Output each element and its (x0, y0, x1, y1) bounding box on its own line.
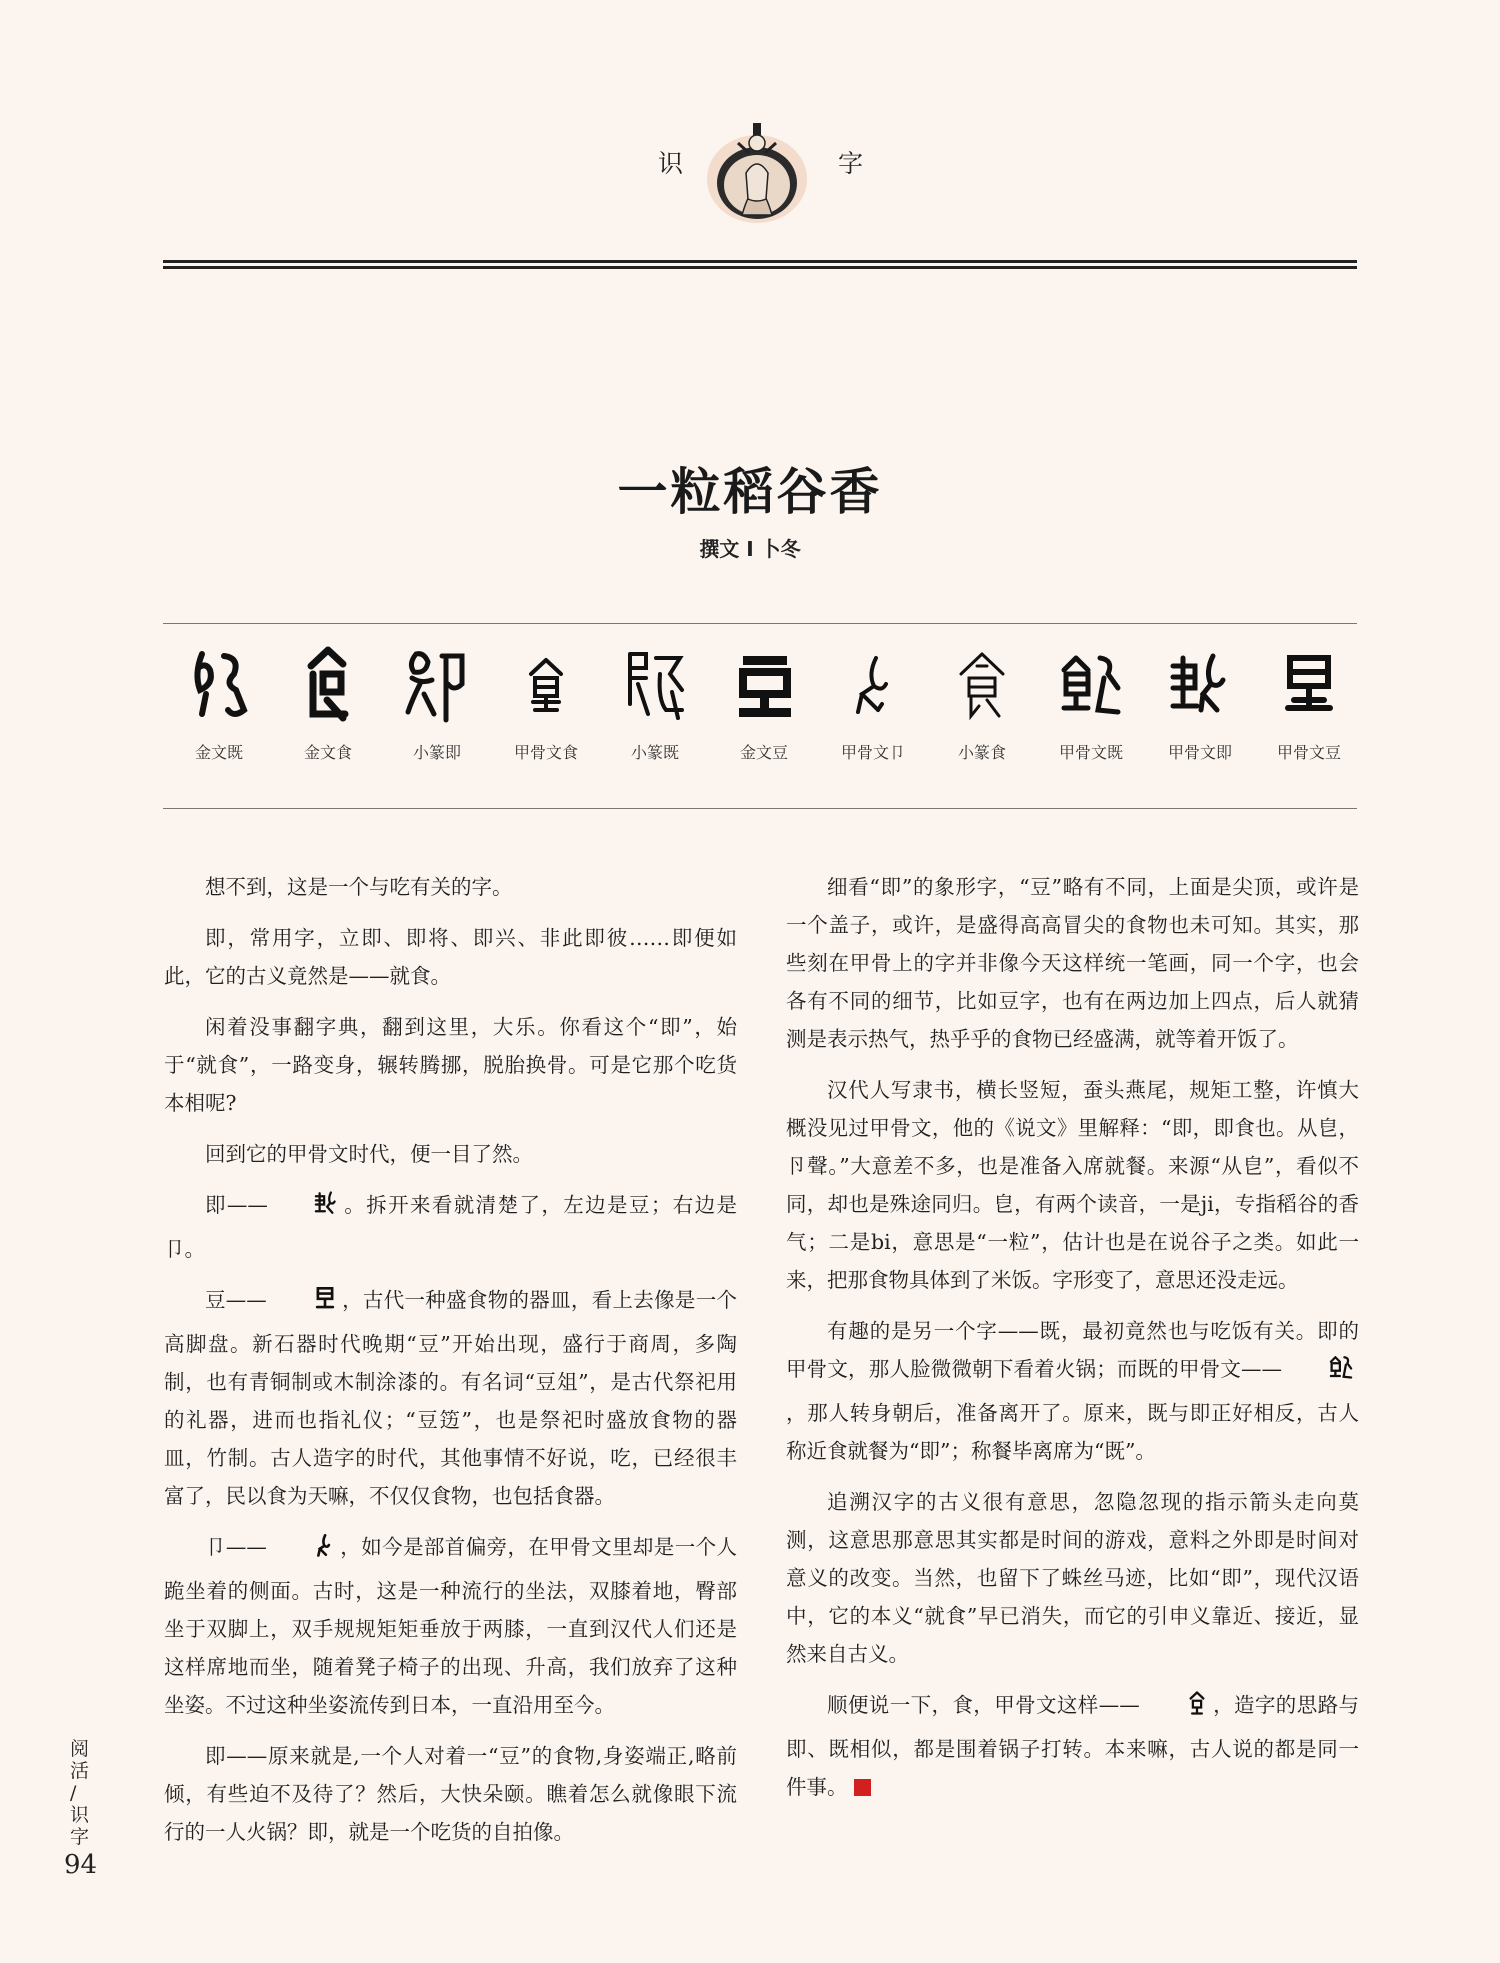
seal-ji-past-glyph-icon (620, 644, 690, 724)
body-paragraph: 细看“即”的象形字，“豆”略有不同，上面是尖顶，或许是一个盖子，或许，是盛得高高冒尖的食物也未可知。其实，那些刻在甲骨上的字并非像今天这样统一笔画，同一个字，也会各有不同的细节，比如豆字，也有在两边加上四点，后人就猜测是表示热气，热乎乎的食物已经盛满，就等着开饭了。 (786, 875, 1359, 1051)
glyph-caption: 金文食 (303, 743, 352, 762)
glyph-caption: 甲骨文豆 (1276, 743, 1341, 762)
side-label-char: 活 (70, 1760, 90, 1782)
glyph-item (1036, 644, 1146, 763)
page-number: 94 (64, 1850, 98, 1880)
glyph-caption: 金文既 (194, 743, 243, 762)
body-paragraph: 回到它的甲骨文时代，便一目了然。 (205, 1142, 533, 1166)
body-column-left (164, 868, 737, 1864)
body-paragraph (786, 1686, 1359, 1806)
body-paragraph: 即，常用字，立即、即将、即兴、非此即彼……即便如此，它的古义竟然是——就食。 (164, 926, 737, 988)
paragraph-text: 顺便说一下，食，甲骨文这样—— (827, 1693, 1140, 1717)
seated-figure-medallion-icon (700, 103, 814, 227)
section-label-right: 字 (838, 149, 864, 178)
seal-shi-glyph-icon (947, 644, 1017, 724)
glyph-caption: 小篆既 (630, 743, 679, 762)
oracle-shi-glyph-icon (511, 644, 581, 724)
glyph-caption: 甲骨文即 (1167, 743, 1232, 762)
body-paragraph (164, 1186, 737, 1268)
paragraph-text: ，如今是部首偏旁，在甲骨文里却是一个人跪坐着的侧面。古时，这是一种流行的坐法，双膝着地，臀部坐于双脚上，双手规规矩矩垂放于两膝，一直到汉代人们还是这样席地而坐，随着凳子椅子的出现、升高，我们放弃了这种坐姿。不过这种坐姿流传到日本，一直沿用至今。 (164, 1535, 738, 1717)
glyph-caption: 小篆食 (957, 743, 1006, 762)
section-label-left: 识 (658, 149, 684, 178)
glyph-item (927, 644, 1037, 763)
article-title: 一粒稻谷香 (617, 462, 883, 521)
glyph-strip (163, 644, 1357, 784)
oracle-ji-past-glyph-icon (1056, 644, 1126, 724)
body-paragraph (786, 1312, 1359, 1470)
oracle-ji-past-glyph-icon (1284, 1352, 1357, 1394)
header-rule-bottom (163, 266, 1357, 269)
paragraph-text: 。拆开来看就清楚了，左边是豆；右边是卩。 (164, 1193, 738, 1261)
glyph-item (382, 644, 492, 763)
glyph-caption: 甲骨文卩 (840, 743, 905, 762)
glyph-caption: 金文豆 (739, 743, 788, 762)
glyph-caption: 甲骨文既 (1058, 743, 1123, 762)
glyph-caption: 小篆即 (412, 743, 461, 762)
side-label-char: 字 (70, 1826, 90, 1848)
paragraph-text: 豆—— (205, 1288, 267, 1312)
body-paragraph: 汉代人写隶书，横长竖短，蚕头燕尾，规矩工整，许慎大概没见过甲骨文，他的《说文》里解释：“即，即食也。从皀，卪聲。”大意差不多，也是准备入席就餐。来源“从皀”，看似不同，却也是殊途同归。皀，有两个读音，一是ji，专指稻谷的香气；二是bi，意思是“一粒”，估计也是在说谷子之类。如此一来，把那食物具体到了米饭。字形变了，意思还没走远。 (786, 1078, 1359, 1292)
bronze-shi-glyph-icon (293, 644, 363, 724)
glyph-strip-bottom-rule (163, 808, 1357, 809)
body-paragraph (164, 1528, 737, 1724)
side-label-char: 阅 (70, 1738, 90, 1760)
glyph-item (164, 644, 274, 763)
glyph-item (273, 644, 383, 763)
glyph-item (709, 644, 819, 763)
oracle-jie-glyph-icon (269, 1530, 338, 1572)
body-column-right (786, 868, 1359, 1819)
side-label-char: 识 (70, 1804, 90, 1826)
paragraph-text: 卩—— (205, 1535, 267, 1559)
end-of-article-mark (854, 1779, 871, 1796)
paragraph-text: ，那人转身朝后，准备离开了。原来，既与即正好相反，古人称近食就餐为“即”；称餐毕离席为“既”。 (786, 1401, 1359, 1463)
glyph-item (818, 644, 928, 763)
paragraph-text: ，造字的思路与即、既相似，都是围着锅子打转。本来嘛，古人说的都是同一件事。 (786, 1693, 1360, 1799)
glyph-item (1254, 644, 1364, 763)
section-side-label (70, 1738, 89, 1848)
oracle-jie-glyph-icon (838, 644, 908, 724)
body-paragraph: 即——原来就是,一个人对着一“豆”的食物,身姿端正,略前倾，有些迫不及待了？然后，大快朵颐。瞧着怎么就像眼下流行的一人火锅？即，就是一个吃货的自拍像。 (164, 1744, 737, 1844)
glyph-item (491, 644, 601, 763)
paragraph-text: 即—— (205, 1193, 268, 1217)
header-rule-top (163, 260, 1357, 263)
paragraph-text: 有趣的是另一个字——既，最初竟然也与吃饭有关。即的甲骨文，那人脸微微朝下看着火锅；而既的甲骨文—— (786, 1319, 1359, 1381)
oracle-dou-glyph-icon (1274, 644, 1344, 724)
article-byline: 撰文 I 卜冬 (699, 537, 801, 561)
seal-ji-glyph-icon (402, 644, 472, 724)
oracle-ji-glyph-icon (270, 1188, 341, 1230)
oracle-shi-glyph-icon (1142, 1688, 1211, 1730)
side-label-char: / (70, 1782, 77, 1804)
glyph-item (1145, 644, 1255, 763)
paragraph-text: ，古代一种盛食物的器皿，看上去像是一个高脚盘。新石器时代晚期“豆”开始出现，盛行于商周，多陶制，也有青铜制或木制涂漆的。有名词“豆俎”，是古代祭祀用的礼器，进而也指礼仪；“豆笾”，也是祭祀时盛放食物的器皿，竹制。古人造字的时代，其他事情不好说，吃，已经很丰富了，民以食为天嘛，不仅仅食物，也包括食器。 (164, 1288, 738, 1508)
body-paragraph (164, 1281, 737, 1515)
glyph-caption: 甲骨文食 (513, 743, 578, 762)
body-paragraph: 闲着没事翻字典，翻到这里，大乐。你看这个“即”，始于“就食”，一路变身，辗转腾挪，脱胎换骨。可是它那个吃货本相呢? (164, 1015, 737, 1115)
oracle-dou-glyph-icon (269, 1283, 340, 1325)
glyph-item (600, 644, 710, 763)
glyph-strip-top-rule (163, 623, 1357, 624)
oracle-ji-glyph-icon (1165, 644, 1235, 724)
bronze-dou-glyph-icon (729, 644, 799, 724)
bronze-ji-glyph-icon (184, 644, 254, 724)
body-paragraph: 追溯汉字的古义很有意思，忽隐忽现的指示箭头走向莫测，这意思那意思其实都是时间的游戏，意料之外即是时间对意义的改变。当然，也留下了蛛丝马迹，比如“即”，现代汉语中，它的本义“就食”早已消失，而它的引申义靠近、接近，显然来自古义。 (786, 1490, 1359, 1666)
body-paragraph: 想不到，这是一个与吃有关的字。 (205, 875, 513, 899)
